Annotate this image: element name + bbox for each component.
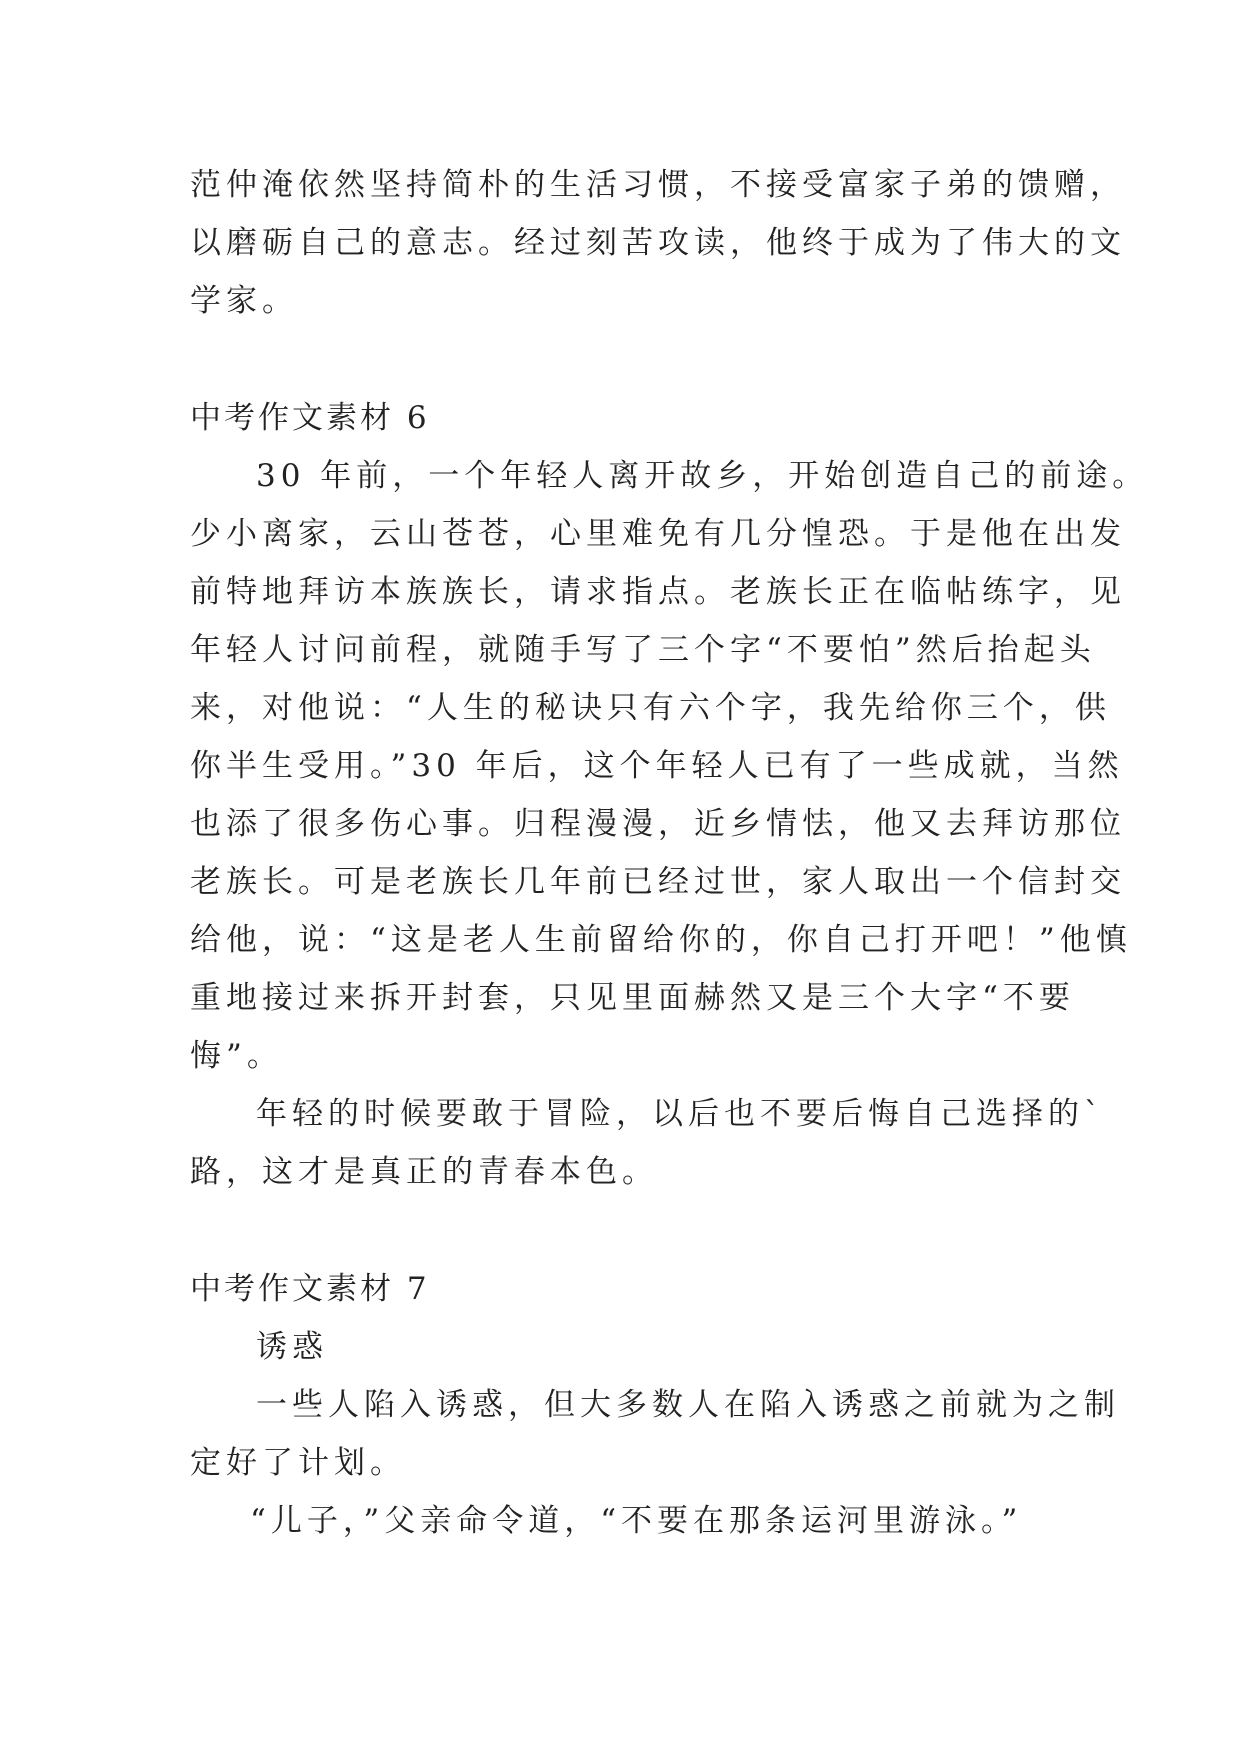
quote-line: “儿子，”父亲命令道，“不要在那条运河里游泳。” <box>250 1503 1023 1539</box>
paragraph-line: 学家。 <box>190 283 298 319</box>
section-heading: 中考作文素材 6 <box>190 400 430 436</box>
section-heading: 中考作文素材 7 <box>190 1271 430 1307</box>
paragraph-line: 30 年前，一个年轻人离开故乡，开始创造自己的前途。 <box>256 458 1149 494</box>
paragraph-line: 你半生受用。”30 年后，这个年轻人已有了一些成就，当然 <box>190 748 1124 784</box>
paragraph-line: 范仲淹依然坚持简朴的生活习惯，不接受富家子弟的馈赠， <box>190 167 1126 203</box>
paragraph-line: 路，这才是真正的青春本色。 <box>190 1154 658 1190</box>
paragraph-line: 定好了计划。 <box>190 1445 406 1481</box>
paragraph-line: 悔”。 <box>190 1038 283 1074</box>
paragraph-line: 也添了很多伤心事。归程漫漫，近乡情怯，他又去拜访那位 <box>190 806 1126 842</box>
paragraph-line: 年轻的时候要敢于冒险，以后也不要后悔自己选择的` <box>256 1096 1105 1132</box>
paragraph-line: 老族长。可是老族长几年前已经过世，家人取出一个信封交 <box>190 864 1126 900</box>
paragraph-line: 重地接过来拆开封套，只见里面赫然又是三个大字“不要 <box>190 980 1075 1016</box>
paragraph-line: 少小离家，云山苍苍，心里难免有几分惶恐。于是他在出发 <box>190 516 1126 552</box>
story-title: 诱惑 <box>256 1329 328 1365</box>
paragraph-line: 给他，说：“这是老人生前留给你的，你自己打开吧！”他慎 <box>190 922 1132 958</box>
paragraph-line: 一些人陷入诱惑，但大多数人在陷入诱惑之前就为之制 <box>256 1387 1120 1423</box>
paragraph-line: 以磨砺自己的意志。经过刻苦攻读，他终于成为了伟大的文 <box>190 225 1126 261</box>
paragraph-line: 前特地拜访本族族长，请求指点。老族长正在临帖练字，见 <box>190 574 1126 610</box>
paragraph-line: 年轻人讨问前程，就随手写了三个字“不要怕”然后抬起头 <box>190 632 1096 668</box>
paragraph-line: 来，对他说：“人生的秘诀只有六个字，我先给你三个，供 <box>190 690 1111 726</box>
